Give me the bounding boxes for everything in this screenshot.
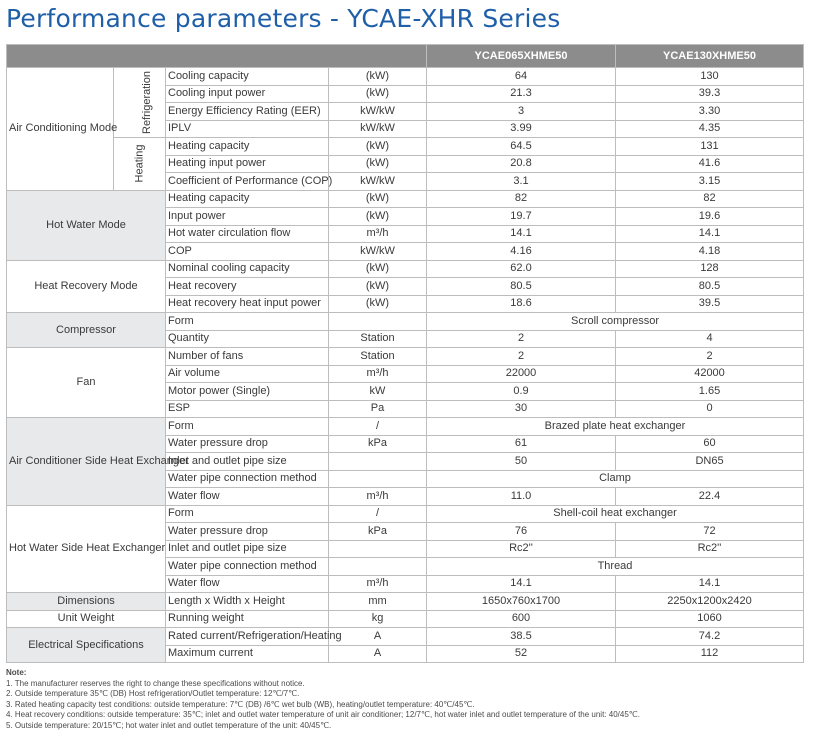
notes-list [6, 679, 640, 732]
param-cell: Water flow [166, 488, 329, 506]
value-cell-model-2: 14.1 [616, 225, 804, 243]
param-cell: COP [166, 243, 329, 261]
value-cell-model-1: 3.1 [427, 173, 616, 191]
unit-cell: m³/h [329, 488, 427, 506]
value-cell-model-1: 1650x760x1700 [427, 593, 616, 611]
value-cell-model-2: 4.35 [616, 120, 804, 138]
param-cell: Water flow [166, 575, 329, 593]
value-cell-model-1: 61 [427, 435, 616, 453]
table-row [7, 313, 804, 331]
table-row [7, 190, 804, 208]
param-cell: Energy Efficiency Rating (EER) [166, 103, 329, 121]
value-cell-model-2: 130 [616, 68, 804, 86]
param-cell: Inlet and outlet pipe size [166, 453, 329, 471]
value-cell-model-2: 128 [616, 260, 804, 278]
value-cell-model-2: 19.6 [616, 208, 804, 226]
merged-value-cell: Brazed plate heat exchanger [427, 418, 804, 436]
unit-cell [329, 540, 427, 558]
value-cell-model-1: 14.1 [427, 575, 616, 593]
group-label-cell: Fan [7, 348, 166, 418]
note-item: 3. Rated heating capacity test conditions: outside temperature: 7℃ (DB) /6℃ wet bulb (WB), heating/outlet temperature: 40℃/45℃. [6, 699, 475, 709]
value-cell-model-1: 600 [427, 610, 616, 628]
unit-cell: (kW) [329, 278, 427, 296]
value-cell-model-1: 2 [427, 330, 616, 348]
group-label-cell: Unit Weight [7, 610, 166, 628]
header-blank [7, 45, 427, 68]
value-cell-model-2: 39.3 [616, 85, 804, 103]
param-cell: Maximum current [166, 645, 329, 663]
value-cell-model-2: 1060 [616, 610, 804, 628]
param-cell: Heating capacity [166, 138, 329, 156]
unit-cell [329, 470, 427, 488]
value-cell-model-2: 112 [616, 645, 804, 663]
value-cell-model-1: 30 [427, 400, 616, 418]
param-cell: Length x Width x Height [166, 593, 329, 611]
unit-cell: (kW) [329, 155, 427, 173]
value-cell-model-1: 50 [427, 453, 616, 471]
unit-cell: m³/h [329, 365, 427, 383]
unit-cell: kPa [329, 435, 427, 453]
unit-cell: kg [329, 610, 427, 628]
param-cell: Hot water circulation flow [166, 225, 329, 243]
value-cell-model-2: 42000 [616, 365, 804, 383]
table-row [7, 628, 804, 646]
unit-cell: A [329, 645, 427, 663]
value-cell-model-1: 22000 [427, 365, 616, 383]
model-header-2: YCAE130XHME50 [616, 45, 804, 68]
value-cell-model-1: 0.9 [427, 383, 616, 401]
param-cell: Heating input power [166, 155, 329, 173]
unit-cell: mm [329, 593, 427, 611]
value-cell-model-1: 64 [427, 68, 616, 86]
subgroup-label: Refrigeration [140, 71, 153, 134]
param-cell: Input power [166, 208, 329, 226]
group-label-cell: Air Conditioner Side Heat Exchanger [7, 418, 166, 506]
group-label-cell: Hot Water Mode [7, 190, 166, 260]
value-cell-model-1: 3 [427, 103, 616, 121]
subgroup-label-cell [114, 68, 166, 138]
model-header-1: YCAE065XHME50 [427, 45, 616, 68]
group-label-cell: Air Conditioning Mode [7, 68, 114, 191]
value-cell-model-2: 3.15 [616, 173, 804, 191]
param-cell: Motor power (Single) [166, 383, 329, 401]
value-cell-model-1: 62.0 [427, 260, 616, 278]
unit-cell [329, 313, 427, 331]
unit-cell [329, 453, 427, 471]
group-label-cell: Heat Recovery Mode [7, 260, 166, 313]
note-item: 2. Outside temperature 35℃ (DB) Host refrigeration/Outlet temperature: 12℃/7℃. [6, 689, 300, 698]
table-row [7, 505, 804, 523]
unit-cell: kW/kW [329, 243, 427, 261]
value-cell-model-2: 39.5 [616, 295, 804, 313]
page-title: Performance parameters - YCAE-XHR Series [6, 4, 561, 33]
param-cell: Cooling input power [166, 85, 329, 103]
param-cell: Number of fans [166, 348, 329, 366]
subgroup-label-cell [114, 138, 166, 191]
value-cell-model-1: 80.5 [427, 278, 616, 296]
merged-value-cell: Shell-coil heat exchanger [427, 505, 804, 523]
param-cell: ESP [166, 400, 329, 418]
table-row [7, 418, 804, 436]
value-cell-model-2: 2250x1200x2420 [616, 593, 804, 611]
table-row [7, 260, 804, 278]
table-row [7, 68, 804, 86]
value-cell-model-1: 11.0 [427, 488, 616, 506]
unit-cell: (kW) [329, 190, 427, 208]
unit-cell: kW/kW [329, 173, 427, 191]
value-cell-model-2: 80.5 [616, 278, 804, 296]
table-row [7, 593, 804, 611]
table-row [7, 348, 804, 366]
merged-value-cell: Clamp [427, 470, 804, 488]
unit-cell: Station [329, 348, 427, 366]
value-cell-model-2: 41.6 [616, 155, 804, 173]
unit-cell: / [329, 505, 427, 523]
unit-cell: kW [329, 383, 427, 401]
param-cell: Form [166, 313, 329, 331]
value-cell-model-2: 0 [616, 400, 804, 418]
notes-heading: Note: [6, 668, 27, 677]
param-cell: Inlet and outlet pipe size [166, 540, 329, 558]
group-label-cell: Hot Water Side Heat Exchanger [7, 505, 166, 593]
param-cell: Heating capacity [166, 190, 329, 208]
unit-cell: kW/kW [329, 103, 427, 121]
value-cell-model-1: 4.16 [427, 243, 616, 261]
param-cell: Water pressure drop [166, 523, 329, 541]
param-cell: Cooling capacity [166, 68, 329, 86]
value-cell-model-2: 4 [616, 330, 804, 348]
unit-cell: m³/h [329, 575, 427, 593]
param-cell: Water pressure drop [166, 435, 329, 453]
unit-cell: (kW) [329, 68, 427, 86]
value-cell-model-2: 74.2 [616, 628, 804, 646]
param-cell: Form [166, 418, 329, 436]
value-cell-model-1: 20.8 [427, 155, 616, 173]
param-cell: Quantity [166, 330, 329, 348]
merged-value-cell: Thread [427, 558, 804, 576]
param-cell: Air volume [166, 365, 329, 383]
note-item: 1. The manufacturer reserves the right to change these specifications without notice. [6, 678, 305, 688]
param-cell: Heat recovery [166, 278, 329, 296]
value-cell-model-2: 72 [616, 523, 804, 541]
value-cell-model-2: DN65 [616, 453, 804, 471]
value-cell-model-2: 1.65 [616, 383, 804, 401]
value-cell-model-2: 22.4 [616, 488, 804, 506]
param-cell: Heat recovery heat input power [166, 295, 329, 313]
unit-cell: kPa [329, 523, 427, 541]
param-cell: Water pipe connection method [166, 470, 329, 488]
value-cell-model-1: 2 [427, 348, 616, 366]
value-cell-model-2: 2 [616, 348, 804, 366]
value-cell-model-1: 76 [427, 523, 616, 541]
unit-cell: (kW) [329, 260, 427, 278]
subgroup-label: Heating [132, 144, 145, 183]
value-cell-model-2: 82 [616, 190, 804, 208]
group-label-cell: Electrical Specifications [7, 628, 166, 663]
param-cell: Coefficient of Performance (COP) [166, 173, 329, 191]
value-cell-model-1: 18.6 [427, 295, 616, 313]
unit-cell: (kW) [329, 85, 427, 103]
unit-cell: (kW) [329, 295, 427, 313]
unit-cell: / [329, 418, 427, 436]
param-cell: Form [166, 505, 329, 523]
value-cell-model-2: 131 [616, 138, 804, 156]
param-cell: Nominal cooling capacity [166, 260, 329, 278]
value-cell-model-2: 3.30 [616, 103, 804, 121]
value-cell-model-1: 38.5 [427, 628, 616, 646]
unit-cell: Pa [329, 400, 427, 418]
spec-table [6, 44, 804, 663]
merged-value-cell: Scroll compressor [427, 313, 804, 331]
notes [6, 668, 640, 731]
group-label-cell: Compressor [7, 313, 166, 348]
value-cell-model-1: 52 [427, 645, 616, 663]
value-cell-model-1: 3.99 [427, 120, 616, 138]
value-cell-model-2: 14.1 [616, 575, 804, 593]
param-cell: Rated current/Refrigeration/Heating [166, 628, 329, 646]
table-row [7, 610, 804, 628]
table-row [7, 138, 804, 156]
group-label-cell: Dimensions [7, 593, 166, 611]
value-cell-model-2: Rc2'' [616, 540, 804, 558]
value-cell-model-2: 60 [616, 435, 804, 453]
unit-cell: Station [329, 330, 427, 348]
unit-cell [329, 558, 427, 576]
param-cell: Running weight [166, 610, 329, 628]
value-cell-model-1: 14.1 [427, 225, 616, 243]
table-header-row [7, 45, 804, 68]
unit-cell: (kW) [329, 138, 427, 156]
note-item: 4. Heat recovery conditions: outside temperature: 35℃; inlet and outlet water temperature of unit air conditioner; 12/7℃, hot water inlet and outlet temperature of the unit: 40/45℃. [6, 710, 640, 719]
value-cell-model-1: 64.5 [427, 138, 616, 156]
note-item: 5. Outside temperature: 20/15℃; hot water inlet and outlet temperature of the unit: 40/45℃. [6, 720, 332, 730]
value-cell-model-1: 82 [427, 190, 616, 208]
unit-cell: kW/kW [329, 120, 427, 138]
value-cell-model-1: 21.3 [427, 85, 616, 103]
spec-table-body [7, 68, 804, 663]
value-cell-model-1: Rc2'' [427, 540, 616, 558]
value-cell-model-1: 19.7 [427, 208, 616, 226]
param-cell: IPLV [166, 120, 329, 138]
unit-cell: A [329, 628, 427, 646]
unit-cell: (kW) [329, 208, 427, 226]
value-cell-model-2: 4.18 [616, 243, 804, 261]
param-cell: Water pipe connection method [166, 558, 329, 576]
unit-cell: m³/h [329, 225, 427, 243]
